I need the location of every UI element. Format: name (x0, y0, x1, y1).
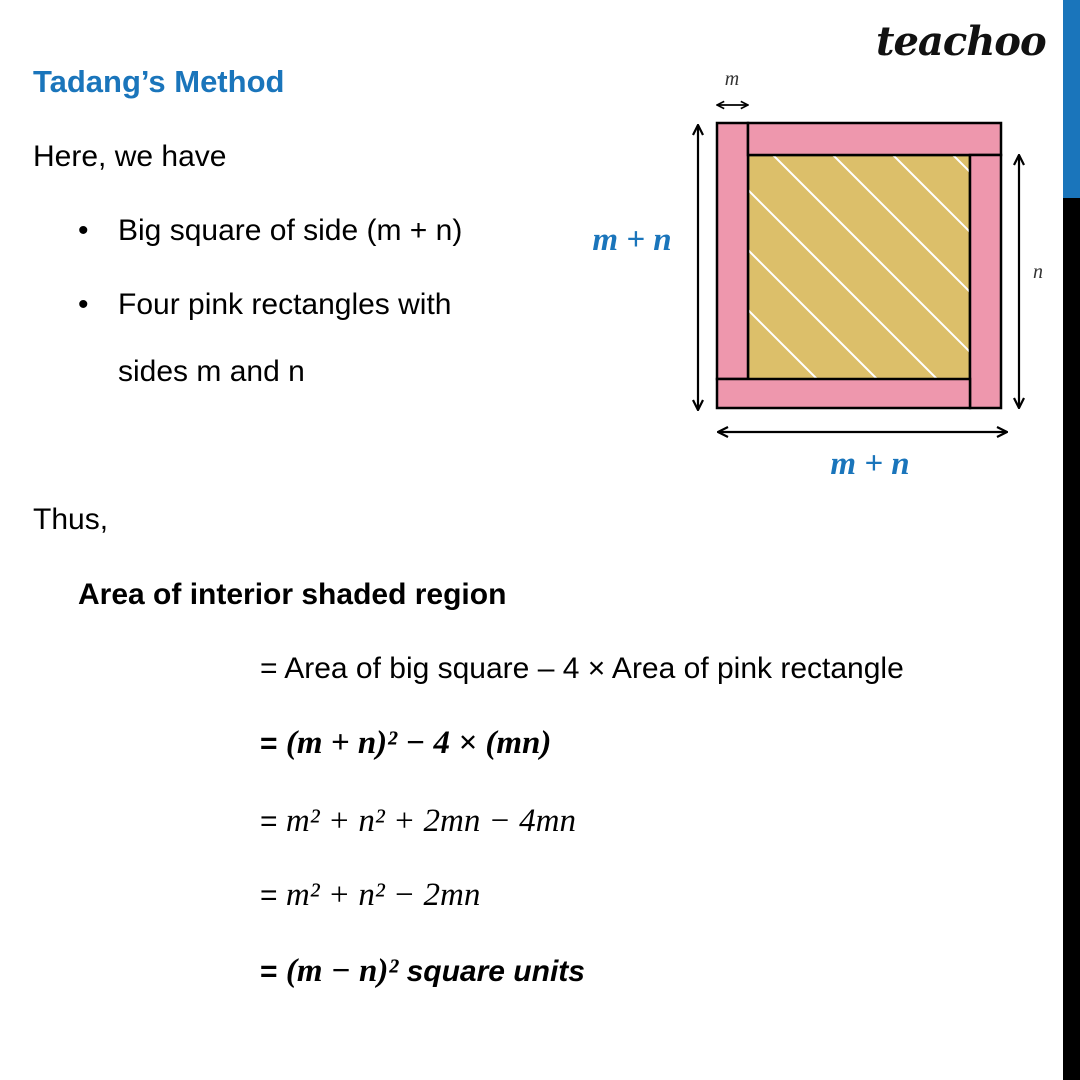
square-diagram (560, 60, 1060, 490)
bullet-dot: • (78, 214, 89, 247)
step-2-prefix: = (260, 727, 286, 760)
thus-text: Thus, (33, 503, 109, 536)
page-title: Tadang’s Method (33, 64, 285, 99)
step-3-prefix: = (260, 805, 286, 838)
intro-text: Here, we have (33, 140, 227, 173)
step-5 (260, 953, 585, 990)
pink-rectangle-left (717, 123, 748, 379)
pink-rectangle-top (748, 123, 1001, 155)
shaded-inner-square (748, 155, 970, 380)
pink-rectangle-right (970, 155, 1001, 408)
bullet-dot: • (78, 288, 89, 321)
label-n: n (1033, 261, 1043, 283)
label-m: m (724, 68, 740, 90)
label-left-side: m + n (592, 222, 672, 258)
step-2-math: (m + n)² − 4 × (mn) (285, 725, 552, 761)
step-4-math: m² + n² − 2mn (285, 877, 481, 913)
step-4-prefix: = (260, 879, 286, 912)
teachoo-logo: teachoo (876, 18, 1046, 65)
step-5-prefix: = (260, 955, 286, 988)
step-1: = Area of big square – 4 × Area of pink rectangle (260, 652, 904, 685)
bullet-item-continued: sides m and n (118, 355, 305, 388)
label-bottom-side: m + n (830, 446, 910, 482)
bullet-item: Big square of side (m + n) (118, 214, 463, 247)
step-3-math: m² + n² + 2mn − 4mn (285, 803, 576, 839)
pink-rectangle-bottom (717, 379, 970, 408)
step-5-suffix: square units (398, 955, 585, 988)
step-4 (260, 877, 480, 914)
scrollbar-thumb[interactable] (1063, 0, 1080, 198)
step-2 (260, 725, 551, 762)
bullet-item: Four pink rectangles with (118, 288, 452, 321)
step-5-math: (m − n)² (285, 953, 399, 989)
area-heading: Area of interior shaded region (78, 578, 507, 611)
step-3 (260, 803, 576, 840)
